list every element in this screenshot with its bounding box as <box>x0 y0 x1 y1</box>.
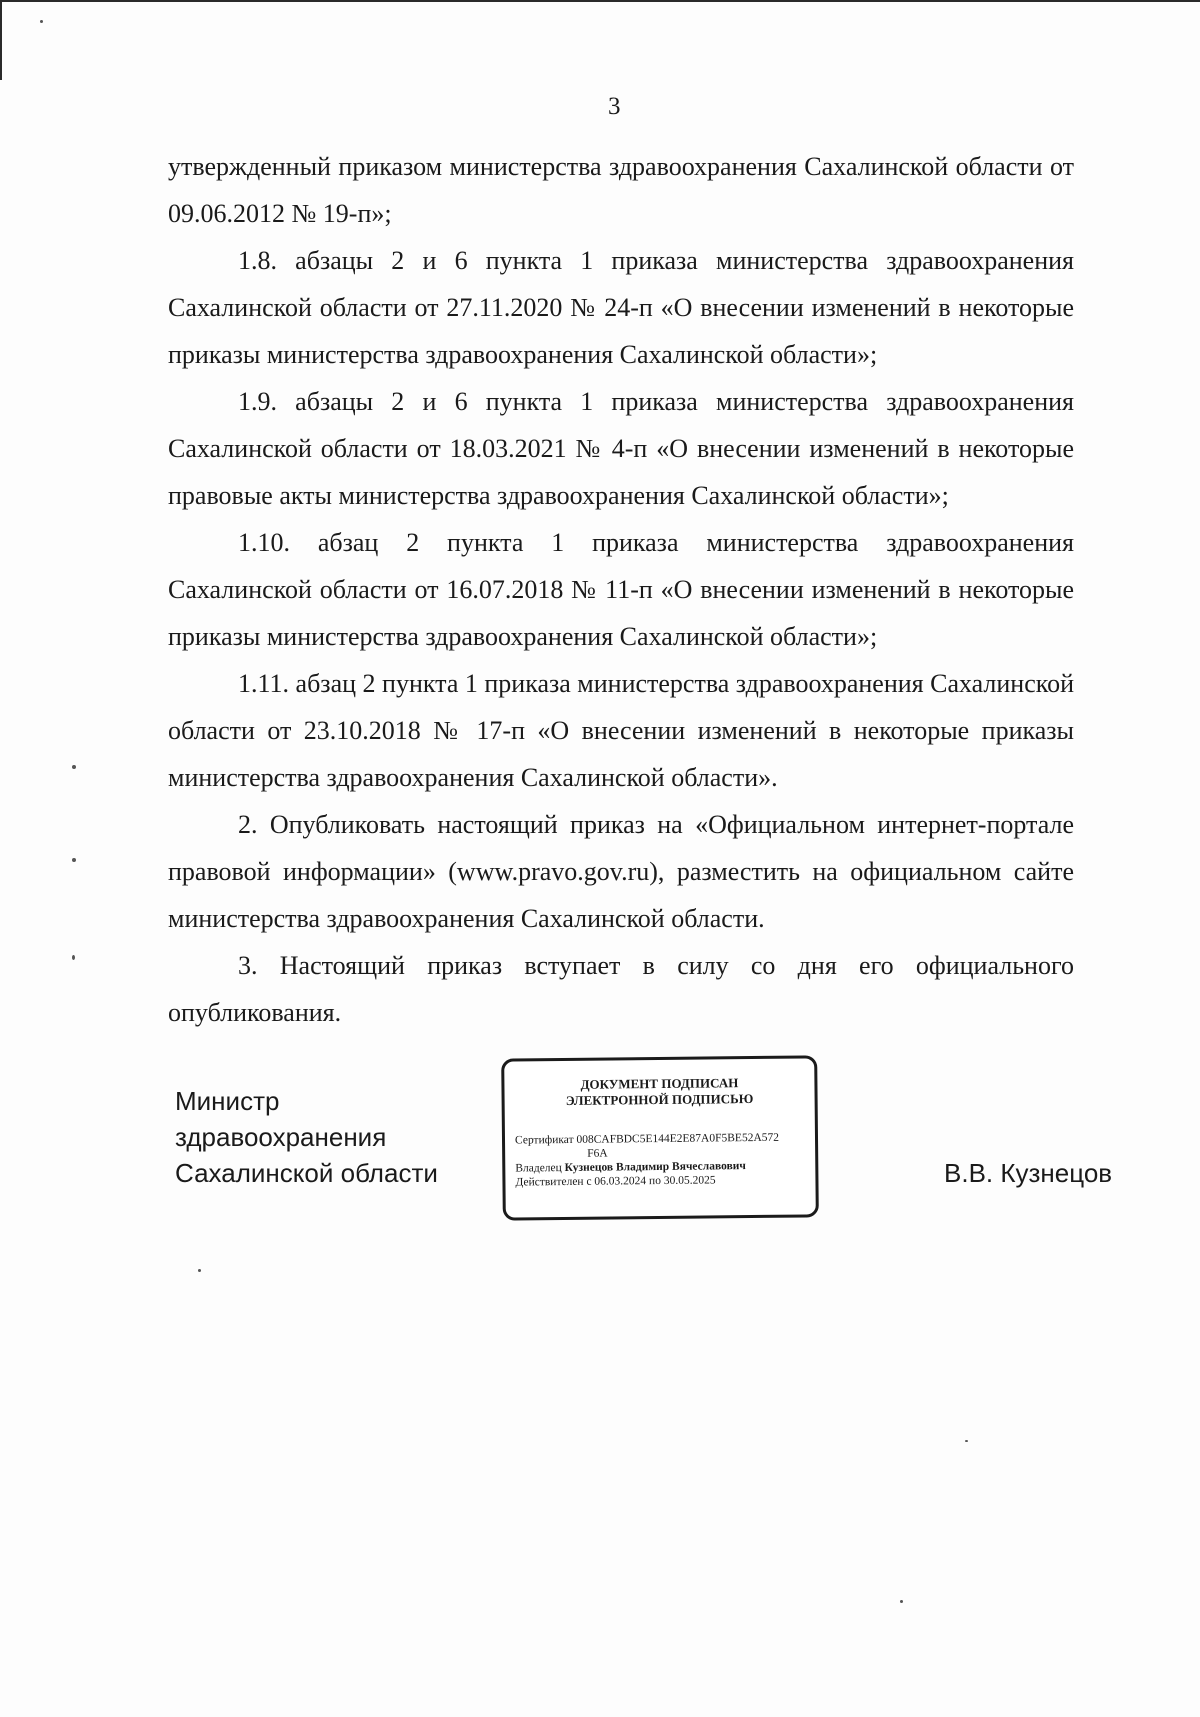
paragraph-1-8: 1.8. абзацы 2 и 6 пункта 1 приказа министерства здравоохранения Сахалинской области от 27.11.2020 № 24-п «О внесении изменений в некоторые приказы министерства здравоохранения Сахалинской области»; <box>168 246 1074 369</box>
electronic-signature-stamp <box>501 1055 819 1220</box>
stamp-heading-line: ДОКУМЕНТ ПОДПИСАН <box>580 1075 739 1092</box>
stamp-certificate-label: Сертификат <box>514 1133 574 1147</box>
paragraph-continuation: утвержденный приказом министерства здравоохранения Сахалинской области от 09.06.2012 № 19-п»; <box>168 152 1074 228</box>
page-number: 3 <box>608 93 621 120</box>
stamp-owner-label: Владелец <box>515 1162 562 1175</box>
paragraph-1-9: 1.9. абзацы 2 и 6 пункта 1 приказа министерства здравоохранения Сахалинской области от 18.03.2021 № 4-п «О внесении изменений в некоторые правовые акты министерства здравоохранения Сахалинской области»; <box>168 387 1074 510</box>
paragraph-2: 2. Опубликовать настоящий приказ на «Официальном интернет-портале правовой информации» (www.pravo.gov.ru), разместить на официальном сайте министерства здравоохранения Сахалинской области. <box>168 810 1074 933</box>
stamp-validity: Действителен с 06.03.2024 по 30.05.2025 <box>515 1174 716 1189</box>
signer-title-line: здравоохранения <box>175 1122 387 1152</box>
document-body <box>168 143 1074 1036</box>
signer-title <box>175 1083 438 1191</box>
paragraph-1-11: 1.11. абзац 2 пункта 1 приказа министерства здравоохранения Сахалинской области от 23.10.2018 № 17-п «О внесении изменений в некоторые приказы министерства здравоохранения Сахалинской области». <box>168 669 1074 792</box>
stamp-body <box>515 1130 810 1189</box>
scan-edge-left <box>0 0 2 80</box>
stamp-owner <box>515 1158 809 1175</box>
signer-title-line: Министр <box>175 1086 280 1116</box>
scan-edge-top <box>0 0 1200 2</box>
signer-title-line: Сахалинской области <box>175 1158 438 1188</box>
scan-speck <box>900 1600 903 1603</box>
stamp-heading <box>504 1074 814 1109</box>
stamp-certificate-value: 008CAFBDC5E144E2E87A0F5BE52A572 <box>576 1131 780 1146</box>
scan-speck <box>40 20 43 23</box>
scan-speck <box>72 858 76 862</box>
stamp-certificate-value-cont: F6A <box>587 1147 608 1160</box>
scan-speck <box>965 1440 968 1442</box>
scan-speck <box>198 1269 201 1272</box>
scan-speck <box>72 765 76 769</box>
paragraph-3: 3. Настоящий приказ вступает в силу со дня его официального опубликования. <box>168 951 1074 1027</box>
signer-name: В.В. Кузнецов <box>944 1158 1113 1188</box>
paragraph-1-10: 1.10. абзац 2 пункта 1 приказа министерства здравоохранения Сахалинской области от 16.07.2018 № 11-п «О внесении изменений в некоторые приказы министерства здравоохранения Сахалинской области»; <box>168 528 1074 651</box>
scan-speck <box>72 955 75 960</box>
stamp-certificate <box>515 1130 809 1147</box>
stamp-owner-value: Кузнецов Владимир Вячеславович <box>564 1160 746 1174</box>
stamp-heading-line: ЭЛЕКТРОННОЙ ПОДПИСЬЮ <box>565 1091 754 1108</box>
